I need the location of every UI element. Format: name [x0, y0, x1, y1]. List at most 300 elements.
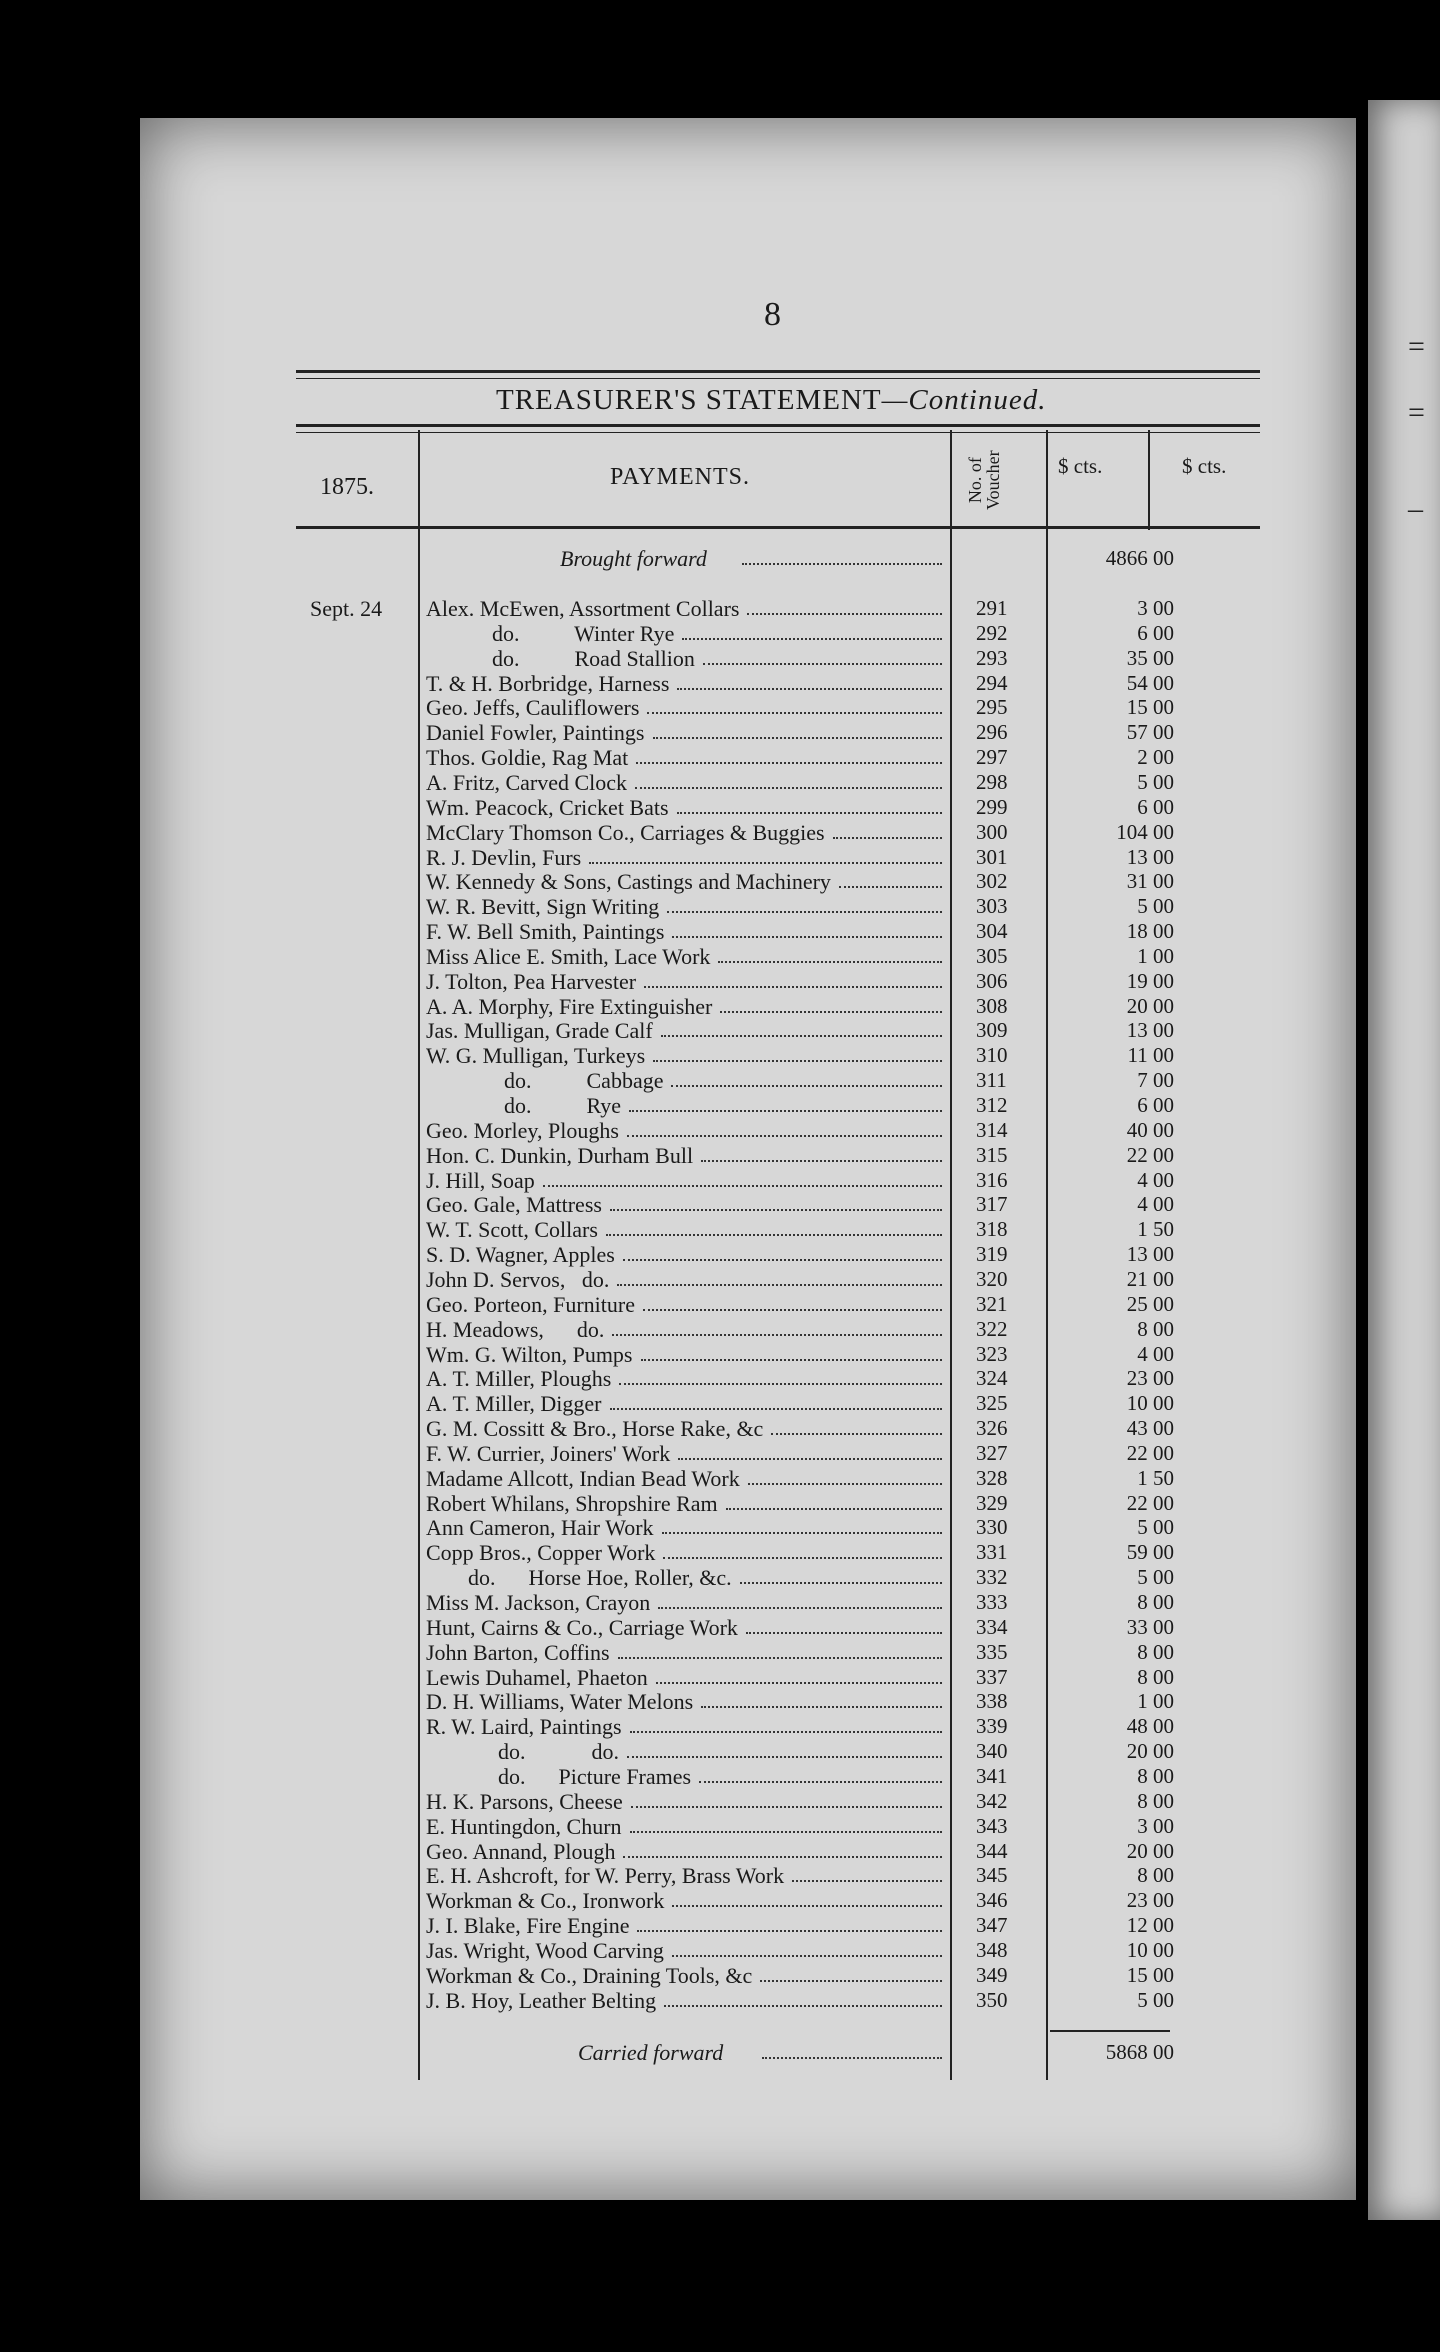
row-amount: 3 00	[1137, 596, 1174, 620]
title-main: TREASURER'S STATEMENT	[496, 384, 882, 416]
table-row	[0, 1988, 1440, 2013]
row-description: D. H. Williams, Water Melons	[426, 1689, 694, 1715]
row-description: Daniel Fowler, Paintings	[426, 720, 645, 746]
adjacent-page-edge: = = –	[1368, 100, 1440, 2220]
row-description: H. K. Parsons, Cheese	[426, 1788, 623, 1814]
row-amount: 4 00	[1137, 1192, 1174, 1217]
row-description: Jas. Mulligan, Grade Calf	[426, 1018, 653, 1044]
leader-dots	[623, 1839, 942, 1858]
row-description: J. Tolton, Pea Harvester	[426, 968, 637, 994]
leader-dots	[636, 745, 942, 764]
row-amount: 22 00	[1126, 1440, 1174, 1465]
leader-dots	[629, 1093, 942, 1112]
row-voucher: 329	[976, 1490, 1008, 1515]
row-amount: 2 00	[1137, 745, 1174, 770]
row-voucher: 345	[976, 1863, 1008, 1888]
row-voucher: 299	[976, 794, 1008, 819]
leader-dots	[667, 894, 942, 913]
row-voucher: 296	[976, 720, 1008, 745]
header-top-rule	[296, 424, 1260, 427]
row-amount: 4 00	[1137, 1341, 1174, 1366]
leader-dots	[839, 869, 942, 888]
leader-dots	[643, 1292, 942, 1311]
row-description: F. W. Currier, Joiners' Work	[426, 1440, 671, 1466]
table-row	[0, 1689, 1440, 1714]
row-voucher: 312	[976, 1093, 1008, 1117]
row-amount: 59 00	[1126, 1540, 1174, 1565]
title-suffix: —Continued.	[881, 384, 1047, 416]
row-voucher: 291	[976, 596, 1008, 620]
row-description: R. W. Laird, Paintings	[426, 1714, 622, 1740]
row-voucher: 322	[976, 1316, 1008, 1341]
table-row	[0, 1391, 1440, 1416]
table-row	[0, 1814, 1440, 1839]
table-row	[0, 1565, 1440, 1590]
row-voucher: 309	[976, 1018, 1008, 1043]
carried-forward-rule	[1050, 2030, 1170, 2032]
table-row	[0, 1739, 1440, 1764]
leader-dots	[701, 1143, 942, 1162]
row-description: do. Road Stallion	[492, 645, 695, 671]
row-amount: 6 00	[1137, 794, 1174, 819]
row-voucher: 348	[976, 1937, 1008, 1962]
leader-dots	[699, 1764, 942, 1783]
row-voucher: 318	[976, 1217, 1008, 1242]
column-rule-amount	[1148, 430, 1150, 530]
row-voucher: 317	[976, 1192, 1008, 1217]
leader-dots	[664, 1988, 942, 2007]
row-voucher: 305	[976, 943, 1008, 968]
row-description: Lewis Duhamel, Phaeton	[426, 1664, 648, 1690]
leader-dots	[617, 1267, 942, 1286]
row-amount: 33 00	[1126, 1614, 1174, 1639]
row-amount: 10 00	[1126, 1391, 1174, 1416]
table-row	[0, 1317, 1440, 1342]
row-description: Copp Bros., Copper Work	[426, 1540, 656, 1566]
carried-forward-row	[0, 2040, 1440, 2065]
table-row	[0, 1018, 1440, 1043]
leader-dots	[619, 1366, 942, 1385]
leader-dots	[610, 1391, 942, 1410]
table-row	[0, 1963, 1440, 1988]
row-voucher: 292	[976, 620, 1008, 645]
leader-dots	[653, 1043, 942, 1062]
table-row	[0, 1366, 1440, 1391]
row-voucher: 334	[976, 1614, 1008, 1639]
row-voucher: 301	[976, 844, 1008, 869]
row-description: Miss Alice E. Smith, Lace Work	[426, 943, 711, 969]
row-description: McClary Thomson Co., Carriages & Buggies	[426, 819, 825, 845]
row-description: Thos. Goldie, Rag Mat	[426, 745, 629, 771]
table-row	[0, 919, 1440, 944]
row-description: G. M. Cossitt & Bro., Horse Rake, &c	[426, 1416, 764, 1442]
leader-dots	[682, 621, 942, 640]
leader-dots	[606, 1217, 942, 1236]
table-row	[0, 1168, 1440, 1193]
leader-dots	[703, 646, 942, 665]
leader-dots	[677, 671, 942, 690]
table-row	[0, 969, 1440, 994]
row-voucher: 350	[976, 1987, 1008, 2012]
leader-dots	[662, 1515, 942, 1534]
table-row	[0, 944, 1440, 969]
row-description: R. J. Devlin, Furs	[426, 844, 582, 870]
leader-dots	[644, 969, 942, 988]
row-amount: 10 00	[1126, 1937, 1174, 1962]
row-voucher: 331	[976, 1540, 1008, 1565]
row-voucher: 310	[976, 1043, 1008, 1068]
leader-dots	[720, 994, 942, 1013]
leader-dots	[726, 1491, 942, 1510]
row-amount: 1 50	[1137, 1465, 1174, 1490]
row-description: Hon. C. Dunkin, Durham Bull	[426, 1142, 694, 1168]
row-description: W. G. Mulligan, Turkeys	[426, 1043, 646, 1069]
row-amount: 5 00	[1137, 1987, 1174, 2012]
row-voucher: 306	[976, 968, 1008, 993]
table-row	[0, 1217, 1440, 1242]
leader-dots	[661, 1018, 942, 1037]
row-voucher: 346	[976, 1888, 1008, 1913]
row-description: Hunt, Cairns & Co., Carriage Work	[426, 1614, 738, 1640]
row-amount: 5 00	[1137, 769, 1174, 794]
row-amount: 7 00	[1137, 1068, 1174, 1093]
row-voucher: 342	[976, 1788, 1008, 1813]
row-amount: 48 00	[1126, 1714, 1174, 1739]
table-row	[0, 894, 1440, 919]
row-amount: 8 00	[1137, 1316, 1174, 1341]
table-row	[0, 770, 1440, 795]
table-row	[0, 795, 1440, 820]
row-description: A. T. Miller, Digger	[426, 1391, 602, 1417]
row-description: Geo. Porteon, Furniture	[426, 1291, 635, 1317]
row-description: Madame Allcott, Indian Bead Work	[426, 1465, 740, 1491]
row-amount: 20 00	[1126, 1739, 1174, 1764]
row-description: do. Cabbage	[504, 1068, 664, 1094]
table-row	[0, 1441, 1440, 1466]
row-amount: 31 00	[1126, 869, 1174, 894]
row-voucher: 308	[976, 993, 1008, 1018]
row-amount: 5 00	[1137, 1515, 1174, 1540]
table-row	[0, 1590, 1440, 1615]
row-voucher: 316	[976, 1167, 1008, 1192]
table-row	[0, 1640, 1440, 1665]
row-voucher: 300	[976, 819, 1008, 844]
table-row	[0, 745, 1440, 770]
row-description: Miss M. Jackson, Crayon	[426, 1590, 651, 1615]
row-voucher: 332	[976, 1565, 1008, 1590]
row-voucher: 324	[976, 1366, 1008, 1391]
row-description: Alex. McEwen, Assortment Collars	[426, 596, 740, 621]
row-description: Ann Cameron, Hair Work	[426, 1515, 654, 1541]
leader-dots	[637, 1913, 942, 1932]
leader-dots	[833, 820, 942, 839]
leader-dots	[677, 795, 942, 814]
row-amount: 8 00	[1137, 1664, 1174, 1689]
leader-dots	[612, 1317, 942, 1336]
leader-dots	[746, 1615, 942, 1634]
table-row	[0, 1615, 1440, 1640]
leader-dots	[656, 1665, 942, 1684]
row-description: do. do.	[498, 1739, 619, 1765]
carried-forward-amount: 5868 00	[1105, 2040, 1174, 2064]
row-description: Geo. Gale, Mattress	[426, 1192, 602, 1218]
row-description: W. T. Scott, Collars	[426, 1217, 598, 1243]
row-voucher: 311	[976, 1068, 1007, 1093]
row-voucher: 293	[976, 645, 1008, 670]
row-voucher: 325	[976, 1391, 1008, 1416]
leader-dots	[627, 1118, 942, 1137]
row-description: do. Rye	[504, 1093, 622, 1118]
row-voucher: 338	[976, 1689, 1008, 1714]
row-description: John Barton, Coffins	[426, 1639, 610, 1665]
row-voucher: 335	[976, 1639, 1008, 1664]
row-amount: 11 00	[1127, 1043, 1174, 1068]
row-amount: 35 00	[1126, 645, 1174, 670]
row-description: J. Hill, Soap	[426, 1167, 535, 1193]
header-bottom-rule	[296, 526, 1260, 529]
table-row	[0, 845, 1440, 870]
row-description: T. & H. Borbridge, Harness	[426, 670, 670, 696]
leader-dots	[678, 1441, 942, 1460]
leader-dots	[792, 1863, 942, 1882]
row-amount: 8 00	[1137, 1763, 1174, 1788]
row-amount: 8 00	[1137, 1863, 1174, 1888]
row-description: John D. Servos, do.	[426, 1266, 610, 1292]
carried-forward-label: Carried forward	[578, 2040, 724, 2065]
row-description: W. R. Bevitt, Sign Writing	[426, 894, 660, 920]
year-header: 1875.	[320, 474, 374, 500]
table-row	[0, 1466, 1440, 1491]
row-amount: 43 00	[1126, 1416, 1174, 1441]
row-amount: 6 00	[1137, 1093, 1174, 1117]
table-row	[0, 1416, 1440, 1441]
table-row	[0, 1938, 1440, 1963]
row-amount: 21 00	[1126, 1266, 1174, 1291]
row-amount: 15 00	[1126, 695, 1174, 720]
leader-dots	[742, 546, 942, 565]
row-description: J. B. Hoy, Leather Belting	[426, 1987, 657, 2013]
row-voucher: 303	[976, 894, 1008, 919]
row-amount: 22 00	[1126, 1490, 1174, 1515]
table-row	[0, 1043, 1440, 1068]
leader-dots	[748, 1466, 942, 1485]
row-description: A. Fritz, Carved Clock	[426, 769, 628, 795]
row-voucher: 337	[976, 1664, 1008, 1689]
row-voucher: 314	[976, 1117, 1008, 1142]
row-amount: 8 00	[1137, 1788, 1174, 1813]
table-row	[0, 646, 1440, 671]
leader-dots	[653, 720, 942, 739]
table-row	[0, 1143, 1440, 1168]
row-description: Wm. G. Wilton, Pumps	[426, 1341, 633, 1367]
row-description: do. Picture Frames	[498, 1763, 692, 1789]
table-row	[0, 869, 1440, 894]
brought-forward-row	[0, 546, 1440, 571]
row-description: E. H. Ashcroft, for W. Perry, Brass Work	[426, 1863, 785, 1889]
leader-dots	[543, 1168, 942, 1187]
row-description: S. D. Wagner, Apples	[426, 1242, 615, 1268]
leader-dots	[760, 1963, 942, 1982]
brought-forward-amount: 4866 00	[1105, 546, 1174, 570]
brought-forward-label: Brought forward	[560, 546, 707, 571]
row-amount: 23 00	[1126, 1888, 1174, 1913]
row-amount: 57 00	[1126, 720, 1174, 745]
table-row	[0, 1665, 1440, 1690]
leader-dots	[672, 1938, 942, 1957]
table-row	[0, 1888, 1440, 1913]
row-amount: 1 00	[1137, 1689, 1174, 1714]
row-voucher: 294	[976, 670, 1008, 695]
table-row	[0, 994, 1440, 1019]
row-voucher: 330	[976, 1515, 1008, 1540]
row-voucher: 341	[976, 1763, 1008, 1788]
table-row	[0, 720, 1440, 745]
table-row	[0, 1839, 1440, 1864]
leader-dots	[671, 1068, 942, 1087]
row-amount: 13 00	[1126, 1018, 1174, 1043]
row-amount: 20 00	[1126, 993, 1174, 1018]
row-voucher: 343	[976, 1813, 1008, 1838]
row-voucher: 323	[976, 1341, 1008, 1366]
table-row	[0, 1789, 1440, 1814]
leader-dots	[701, 1689, 942, 1708]
page-number: 8	[764, 296, 781, 333]
table-row	[0, 1764, 1440, 1789]
row-description: W. Kennedy & Sons, Castings and Machinery	[426, 869, 831, 895]
leader-dots	[771, 1416, 942, 1435]
table-row	[0, 1863, 1440, 1888]
row-description: J. I. Blake, Fire Engine	[426, 1913, 630, 1939]
table-row	[0, 596, 1440, 621]
leader-dots	[618, 1640, 942, 1659]
row-description: F. W. Bell Smith, Paintings	[426, 919, 665, 945]
leader-dots	[718, 944, 942, 963]
row-voucher: 297	[976, 745, 1008, 770]
row-voucher: 295	[976, 695, 1008, 720]
leader-dots	[627, 1739, 942, 1758]
leader-dots	[641, 1342, 942, 1361]
row-description: Jas. Wright, Wood Carving	[426, 1937, 664, 1963]
top-rule-thin	[296, 378, 1260, 379]
row-description: do. Horse Hoe, Roller, &c.	[468, 1565, 732, 1591]
dollars-cents-header-1: $ cts.	[1058, 454, 1103, 478]
table-row	[0, 1515, 1440, 1540]
row-amount: 20 00	[1126, 1838, 1174, 1863]
row-voucher: 327	[976, 1440, 1008, 1465]
table-row	[0, 1342, 1440, 1367]
leader-dots	[672, 1888, 942, 1907]
table-row	[0, 1540, 1440, 1565]
row-voucher: 344	[976, 1838, 1008, 1863]
statement-title	[496, 384, 1047, 417]
header-top-rule-thin	[296, 432, 1260, 433]
row-amount: 3 00	[1137, 1813, 1174, 1838]
table-row	[0, 621, 1440, 646]
row-amount: 22 00	[1126, 1142, 1174, 1167]
row-voucher: 328	[976, 1465, 1008, 1490]
voucher-header-text: No. of Voucher	[965, 450, 1003, 510]
table-row	[0, 1242, 1440, 1267]
row-description: H. Meadows, do.	[426, 1316, 605, 1342]
leader-dots	[631, 1789, 942, 1808]
table-row	[0, 1714, 1440, 1739]
row-amount: 15 00	[1126, 1962, 1174, 1987]
leader-dots	[635, 770, 942, 789]
row-amount: 12 00	[1126, 1913, 1174, 1938]
row-date: Sept. 24	[310, 596, 383, 621]
row-description: Robert Whilans, Shropshire Ram	[426, 1490, 718, 1516]
table-row	[0, 671, 1440, 696]
row-amount: 1 50	[1137, 1217, 1174, 1242]
row-voucher: 340	[976, 1739, 1008, 1764]
table-row	[0, 1267, 1440, 1292]
table-row	[0, 1118, 1440, 1143]
row-amount: 104 00	[1116, 819, 1174, 844]
row-description: A. A. Morphy, Fire Extinguisher	[426, 993, 713, 1019]
table-row	[0, 695, 1440, 720]
table-row	[0, 1491, 1440, 1516]
row-amount: 6 00	[1137, 620, 1174, 645]
leader-dots	[663, 1540, 942, 1559]
table-row	[0, 1068, 1440, 1093]
leader-dots	[610, 1192, 942, 1211]
table-row	[0, 1093, 1440, 1118]
row-amount: 54 00	[1126, 670, 1174, 695]
leader-dots	[623, 1242, 942, 1261]
row-voucher: 315	[976, 1142, 1008, 1167]
row-amount: 8 00	[1137, 1639, 1174, 1664]
table-row	[0, 820, 1440, 845]
row-description: Wm. Peacock, Cricket Bats	[426, 794, 669, 820]
row-voucher: 319	[976, 1242, 1008, 1267]
row-amount: 23 00	[1126, 1366, 1174, 1391]
leader-dots	[647, 695, 942, 714]
row-amount: 8 00	[1137, 1590, 1174, 1614]
row-description: Workman & Co., Ironwork	[426, 1888, 665, 1914]
leader-dots	[630, 1814, 942, 1833]
row-amount: 4 00	[1137, 1167, 1174, 1192]
row-amount: 13 00	[1126, 1242, 1174, 1267]
voucher-header	[966, 450, 1002, 510]
leader-dots	[658, 1590, 942, 1609]
row-voucher: 339	[976, 1714, 1008, 1739]
table-row	[0, 1192, 1440, 1217]
table-row	[0, 1913, 1440, 1938]
leader-dots	[740, 1565, 942, 1584]
table-row	[0, 1292, 1440, 1317]
leader-dots	[630, 1714, 942, 1733]
payments-header: PAYMENTS.	[610, 464, 750, 490]
leader-dots	[672, 919, 942, 938]
row-amount: 19 00	[1126, 968, 1174, 993]
row-amount: 5 00	[1137, 1565, 1174, 1590]
row-amount: 13 00	[1126, 844, 1174, 869]
row-voucher: 326	[976, 1416, 1008, 1441]
row-description: Geo. Morley, Ploughs	[426, 1117, 619, 1143]
leader-dots	[747, 596, 942, 615]
leader-dots	[589, 845, 942, 864]
row-description: A. T. Miller, Ploughs	[426, 1366, 612, 1392]
row-voucher: 320	[976, 1266, 1008, 1291]
row-amount: 5 00	[1137, 894, 1174, 919]
row-amount: 1 00	[1137, 943, 1174, 968]
row-voucher: 321	[976, 1291, 1008, 1316]
row-amount: 25 00	[1126, 1291, 1174, 1316]
row-voucher: 349	[976, 1962, 1008, 1987]
dollars-cents-header-2: $ cts.	[1182, 454, 1227, 478]
leader-dots	[762, 2040, 942, 2059]
row-description: Geo. Annand, Plough	[426, 1838, 616, 1864]
